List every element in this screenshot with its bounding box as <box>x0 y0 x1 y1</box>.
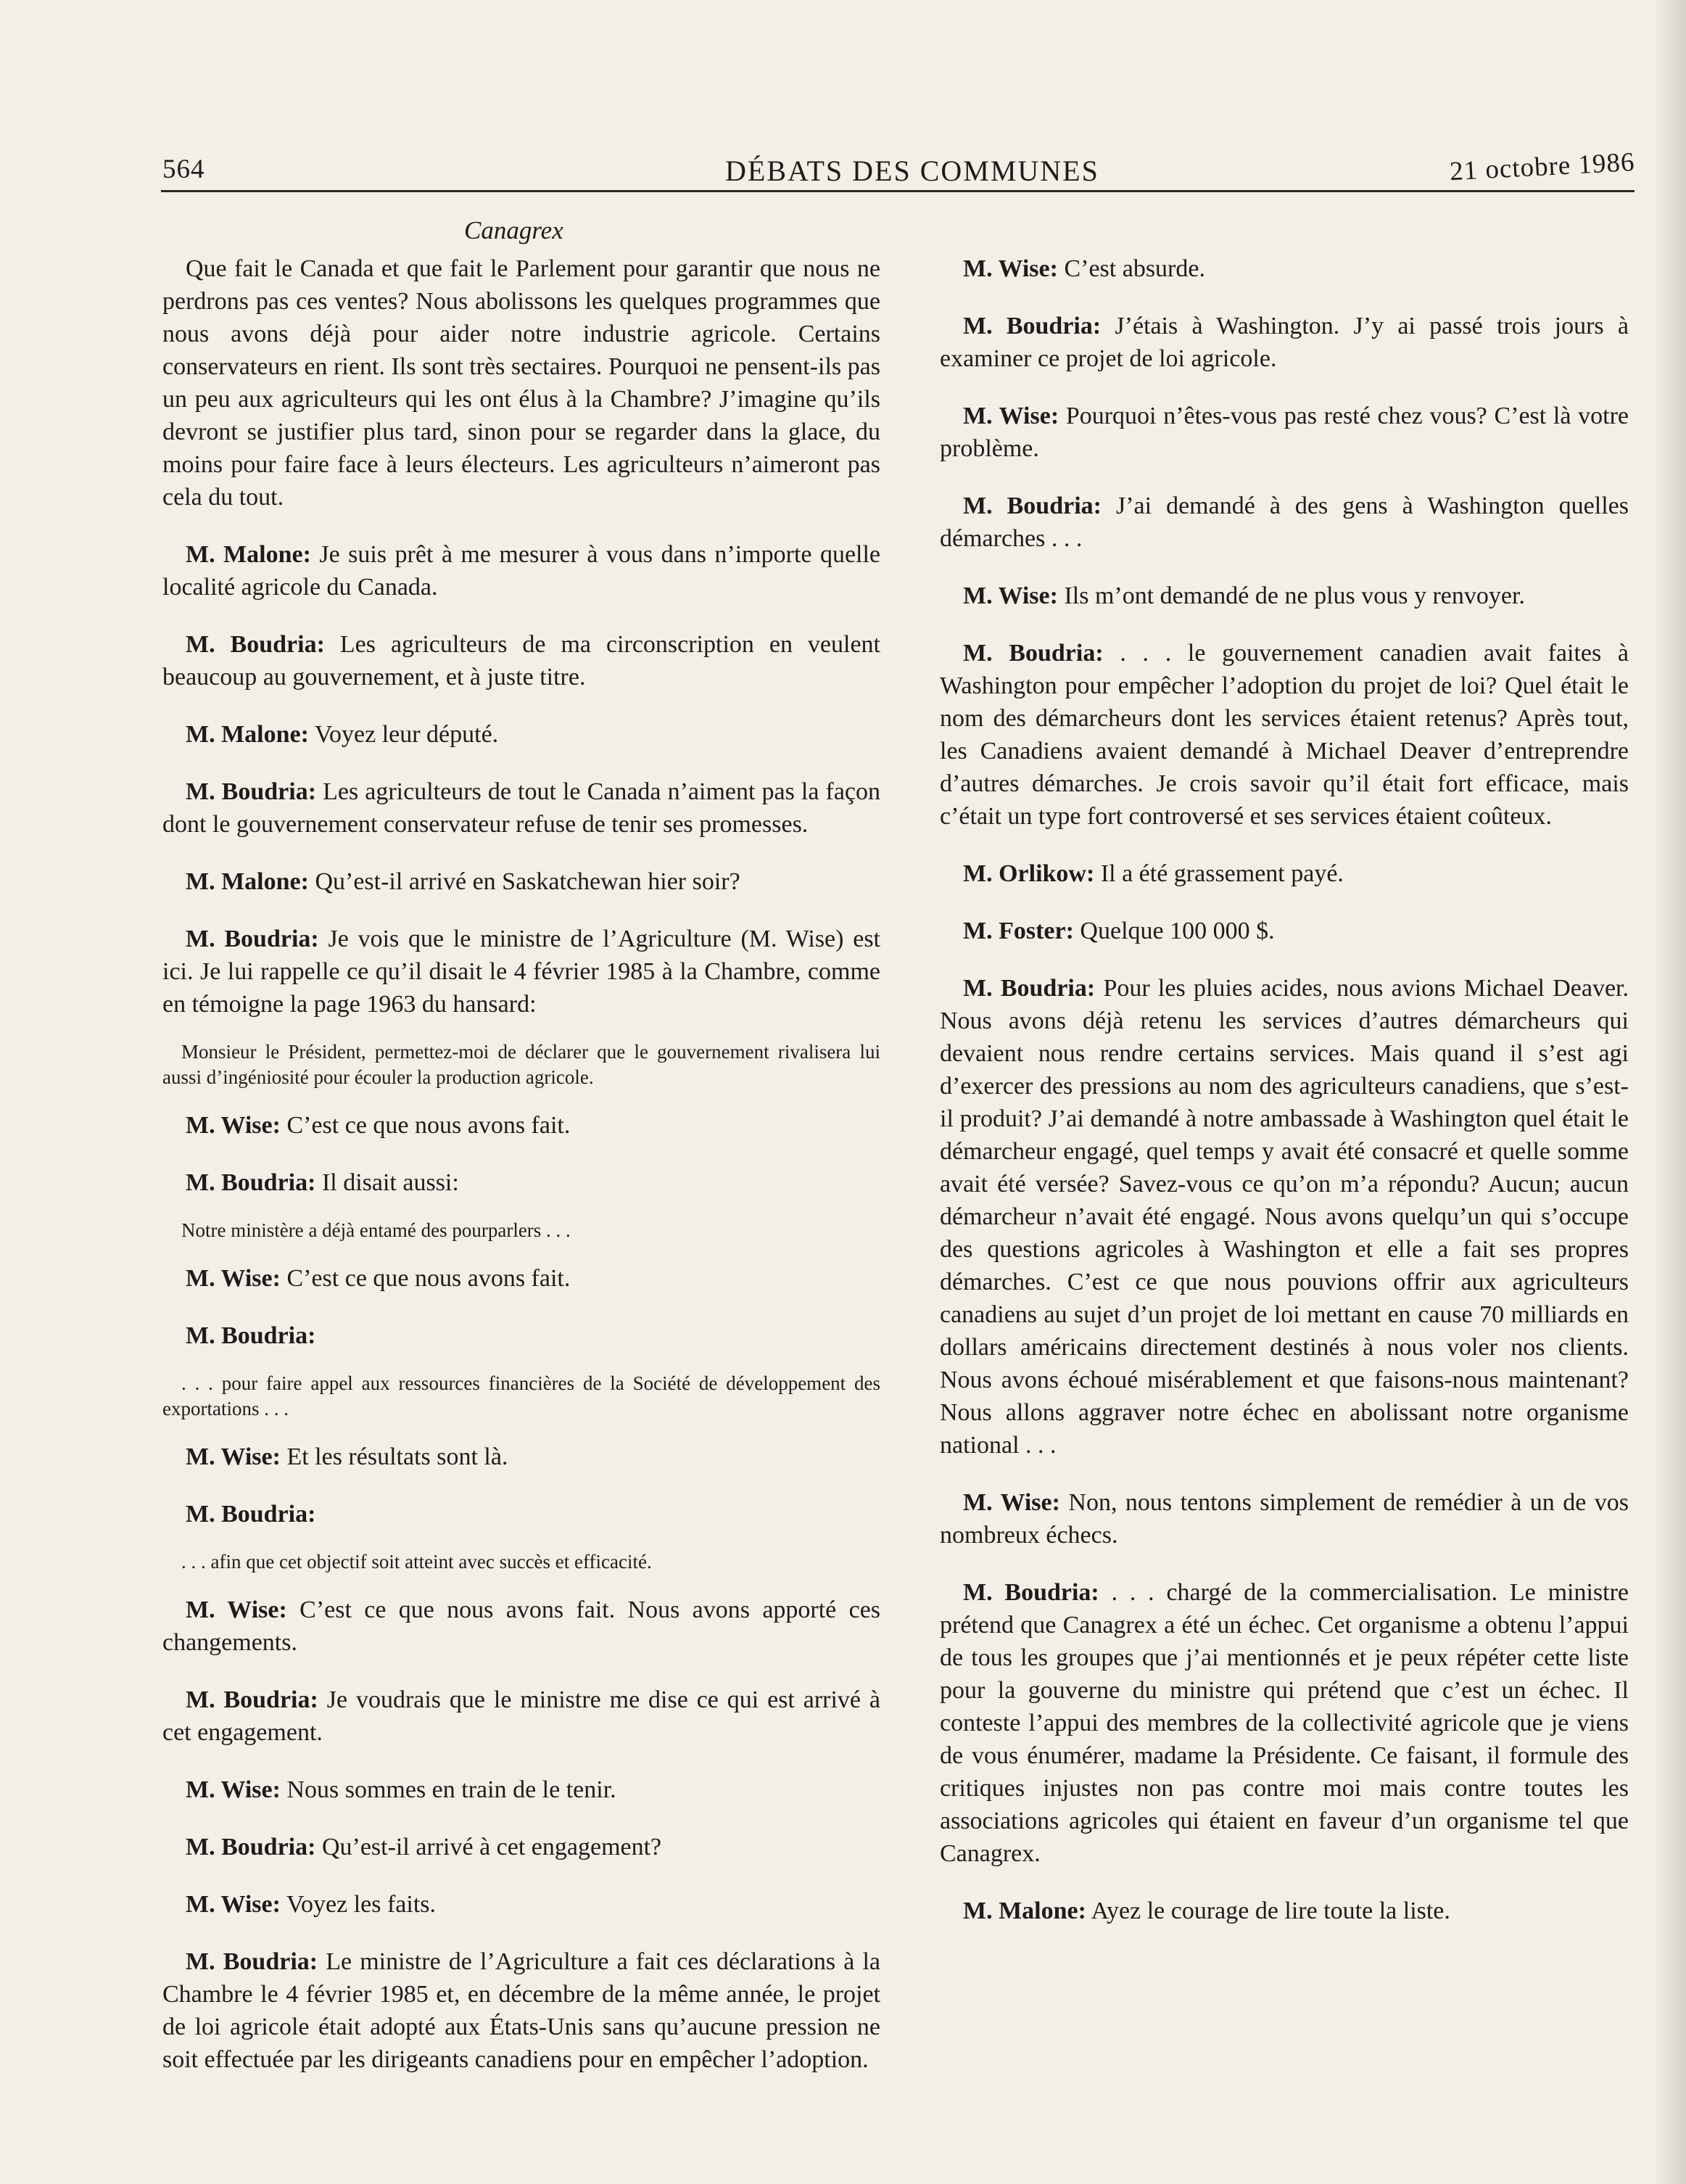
speech-paragraph <box>162 1262 880 1295</box>
speaker-name: M. Wise: <box>963 1489 1060 1516</box>
speaker-name: M. Boudria: <box>963 1579 1099 1606</box>
speaker-name: M. Boudria: <box>186 778 317 805</box>
speech-text: . . . le gouvernement canadien avait faites à Washington pour empêcher l’adoption du projet de loi? Quel était le nom des démarcheurs dont les services étaient retenus? Après tout, les Canadiens avaient demandé à Michael Deaver d’entreprendre d’autres démarches. Je crois savoir qu’il était fort efficace, mais c’était un type fort controversé et ses services étaient coûteux. <box>940 640 1629 830</box>
speech-text: Ayez le courage de lire toute la liste. <box>1091 1897 1450 1924</box>
speech-paragraph <box>162 1441 880 1473</box>
speaker-name: M. Boudria: <box>186 1322 316 1349</box>
speech-text: C’est absurde. <box>1064 255 1205 282</box>
speech-text: C’est ce que nous avons fait. Nous avons apporté ces changements. <box>162 1596 881 1656</box>
speaker-name: M. Boudria: <box>963 640 1104 667</box>
speaker-name: M. Malone: <box>186 721 309 748</box>
speech-text: Voyez leur député. <box>314 721 499 748</box>
speech-paragraph <box>162 1498 880 1530</box>
speech-paragraph <box>162 1888 880 1921</box>
speech-text: Qu’est-il arrivé à cet engagement? <box>321 1834 662 1860</box>
speech-paragraph <box>940 400 1629 465</box>
speech-paragraph <box>940 972 1629 1462</box>
speech-text: Pour les pluies acides, nous avions Michael Deaver. Nous avons déjà retenu les services d’autres démarcheurs qui devaient nous rendre certains services. Mais quand il s’est agi d’exercer des pressions au nom des agriculteurs canadiens, que s’est-il produit? J’ai demandé à notre ambassade à Washington quel était le démarcheur engagé, quel temps y avait été consacré et quelle somme avait été versée? Savez-vous ce qu’on m’a répondu? Aucun; aucun démarcheur n’avait été engagé. Nous avons quelqu’un qui s’occupe des questions agricoles à Washington et elle a fait ses propres démarches. C’est ce que nous pouvions offrir aux agriculteurs canadiens au sujet d’un projet de loi mettant en cause 70 milliards en dollars américains directement destinés à nous voler nos clients. Nous avons échoué misérablement et que faisons-nous maintenant? Nous allons aggraver notre échec en abolissant notre organisme national . . . <box>940 975 1629 1459</box>
speaker-name: M. Wise: <box>186 1776 281 1803</box>
speaker-name: M. Wise: <box>963 403 1059 429</box>
speech-paragraph <box>162 718 880 751</box>
section-title: Canagrex <box>464 216 563 244</box>
speaker-name: M. Boudria: <box>963 313 1102 339</box>
speech-text: Les agriculteurs de ma circonscription en veulent beaucoup au gouvernement, et à juste titre. <box>162 631 880 691</box>
speech-text: J’ai demandé à des gens à Washington quelles démarches . . . <box>940 493 1629 552</box>
speech-paragraph <box>940 1486 1629 1552</box>
speaker-name: M. Wise: <box>186 1112 281 1139</box>
speech-text: Nous sommes en train de le tenir. <box>286 1776 616 1803</box>
speech-text: Quelque 100 000 $. <box>1080 918 1275 944</box>
speech-text: Voyez les faits. <box>286 1891 437 1918</box>
left-column <box>162 252 880 2076</box>
speech-paragraph <box>940 1895 1629 1927</box>
speech-paragraph <box>940 490 1629 555</box>
speech-text: C’est ce que nous avons fait. <box>286 1112 571 1139</box>
speech-paragraph <box>162 923 880 1021</box>
page-number: 564 <box>162 154 205 184</box>
speech-paragraph <box>940 252 1629 285</box>
speech-text: Je suis prêt à me mesurer à vous dans n’importe quelle localité agricole du Canada. <box>162 541 881 601</box>
header-rule <box>161 190 1635 192</box>
quoted-passage: . . . pour faire appel aux ressources financières de la Société de développement des exportations . . . <box>162 1372 880 1419</box>
speaker-name: M. Foster: <box>963 918 1074 944</box>
speech-paragraph <box>162 1109 880 1142</box>
quoted-passage: Monsieur le Président, permettez-moi de déclarer que le gouvernement rivalisera lui aussi d’ingéniosité pour écouler la production agricole. <box>162 1041 880 1088</box>
speaker-name: M. Wise: <box>186 1265 281 1292</box>
quoted-passage: . . . afin que cet objectif soit atteint avec succès et efficacité. <box>181 1551 652 1573</box>
speaker-name: M. Boudria: <box>186 926 319 952</box>
page-header-title: DÉBATS DES COMMUNES <box>725 154 1099 187</box>
speech-text: Pourquoi n’êtes-vous pas resté chez vous? C’est là votre problème. <box>940 403 1629 462</box>
speech-text: C’est ce que nous avons fait. <box>286 1265 571 1292</box>
speech-text: Les agriculteurs de tout le Canada n’aiment pas la façon dont le gouvernement conservateur refuse de tenir ses promesses. <box>162 778 881 838</box>
page-header-date: 21 octobre 1986 <box>1448 147 1635 187</box>
speaker-name: M. Boudria: <box>186 1948 318 1975</box>
paragraph: Que fait le Canada et que fait le Parlement pour garantir que nous ne perdrons pas ces ventes? Nous abolissons les quelques programmes que nous avons déjà pour aider notre industrie agricole. Certains conservateurs en rient. Ils sont très sectaires. Pourquoi ne pensent-ils pas un peu aux agriculteurs qui les ont élus à la Chambre? J’imagine qu’ils devront se justifier plus tard, sinon pour se regarder dans la glace, du moins pour faire face à leurs électeurs. Les agriculteurs n’aimeront pas cela du tout. <box>162 255 880 511</box>
speech-text: Je vois que le ministre de l’Agriculture (M. Wise) est ici. Je lui rappelle ce qu’il disait le 4 février 1985 à la Chambre, comme en témoigne la page 1963 du hansard: <box>162 926 881 1018</box>
speech-paragraph <box>940 857 1629 890</box>
speech-paragraph <box>162 775 880 841</box>
speech-paragraph <box>162 1684 880 1749</box>
speech-text: Et les résultats sont là. <box>286 1443 508 1470</box>
speech-paragraph <box>162 1166 880 1199</box>
speaker-name: M. Orlikow: <box>963 860 1095 887</box>
speech-text: . . . chargé de la commercialisation. Le ministre prétend que Canagrex a été un échec. Cet organisme a obtenu l’appui de tous les groupes que j’ai mentionnés et je peux répéter cette liste pour la gouverne du ministre qui prétend que c’est un échec. Il conteste l’appui des membres de la collectivité agricole que je viens de vous énumérer, madame la Présidente. Ce faisant, il formule des critiques injustes non pas contre moi mais contre toutes les associations agricoles qui étaient en faveur d’un organisme tel que Canagrex. <box>940 1579 1629 1867</box>
right-column <box>940 252 1629 1927</box>
speech-paragraph <box>940 637 1629 833</box>
speech-paragraph <box>940 915 1629 947</box>
speech-paragraph <box>162 1594 880 1659</box>
quoted-passage: Notre ministère a déjà entamé des pourparlers . . . <box>181 1219 571 1241</box>
speaker-name: M. Wise: <box>963 255 1058 282</box>
speech-paragraph <box>940 1576 1629 1870</box>
speaker-name: M. Boudria: <box>186 1834 316 1860</box>
speech-text: J’étais à Washington. J’y ai passé trois jours à examiner ce projet de loi agricole. <box>940 313 1629 372</box>
speech-text: Non, nous tentons simplement de remédier à un de vos nombreux échecs. <box>940 1489 1629 1549</box>
speech-paragraph <box>162 1773 880 1806</box>
speaker-name: M. Wise: <box>963 582 1058 609</box>
speech-paragraph <box>162 1945 880 2076</box>
speech-paragraph <box>940 580 1629 612</box>
speaker-name: M. Wise: <box>186 1596 287 1623</box>
speaker-name: M. Wise: <box>186 1443 281 1470</box>
speaker-name: M. Boudria: <box>963 975 1096 1002</box>
page-edge-shadow <box>1653 0 1686 2184</box>
speech-text: Il a été grassement payé. <box>1100 860 1344 887</box>
speech-paragraph <box>162 628 880 693</box>
speaker-name: M. Wise: <box>186 1891 281 1918</box>
speaker-name: M. Malone: <box>963 1897 1086 1924</box>
speech-paragraph <box>162 538 880 603</box>
speech-paragraph <box>162 865 880 898</box>
speech-text: Qu’est-il arrivé en Saskatchewan hier soir? <box>315 868 740 895</box>
speech-paragraph <box>162 1831 880 1863</box>
speaker-name: M. Malone: <box>186 541 311 568</box>
speaker-name: M. Boudria: <box>186 1169 316 1196</box>
speech-paragraph <box>162 1319 880 1352</box>
speaker-name: M. Boudria: <box>963 493 1102 519</box>
speech-paragraph <box>940 310 1629 375</box>
speech-text: Je voudrais que le ministre me dise ce qui est arrivé à cet engagement. <box>162 1686 881 1746</box>
speech-text: Le ministre de l’Agriculture a fait ces déclarations à la Chambre le 4 février 1985 et, en décembre de la même année, le projet de loi agricole était adopté aux États-Unis sans qu’aucune pression ne soit effectuée par les dirigeants canadiens pour en empêcher l’adoption. <box>162 1948 881 2073</box>
speaker-name: M. Boudria: <box>186 631 325 658</box>
speaker-name: M. Malone: <box>186 868 309 895</box>
speaker-name: M. Boudria: <box>186 1501 316 1528</box>
speaker-name: M. Boudria: <box>186 1686 318 1713</box>
speech-text: Ils m’ont demandé de ne plus vous y renvoyer. <box>1064 582 1525 609</box>
speech-text: Il disait aussi: <box>321 1169 459 1196</box>
